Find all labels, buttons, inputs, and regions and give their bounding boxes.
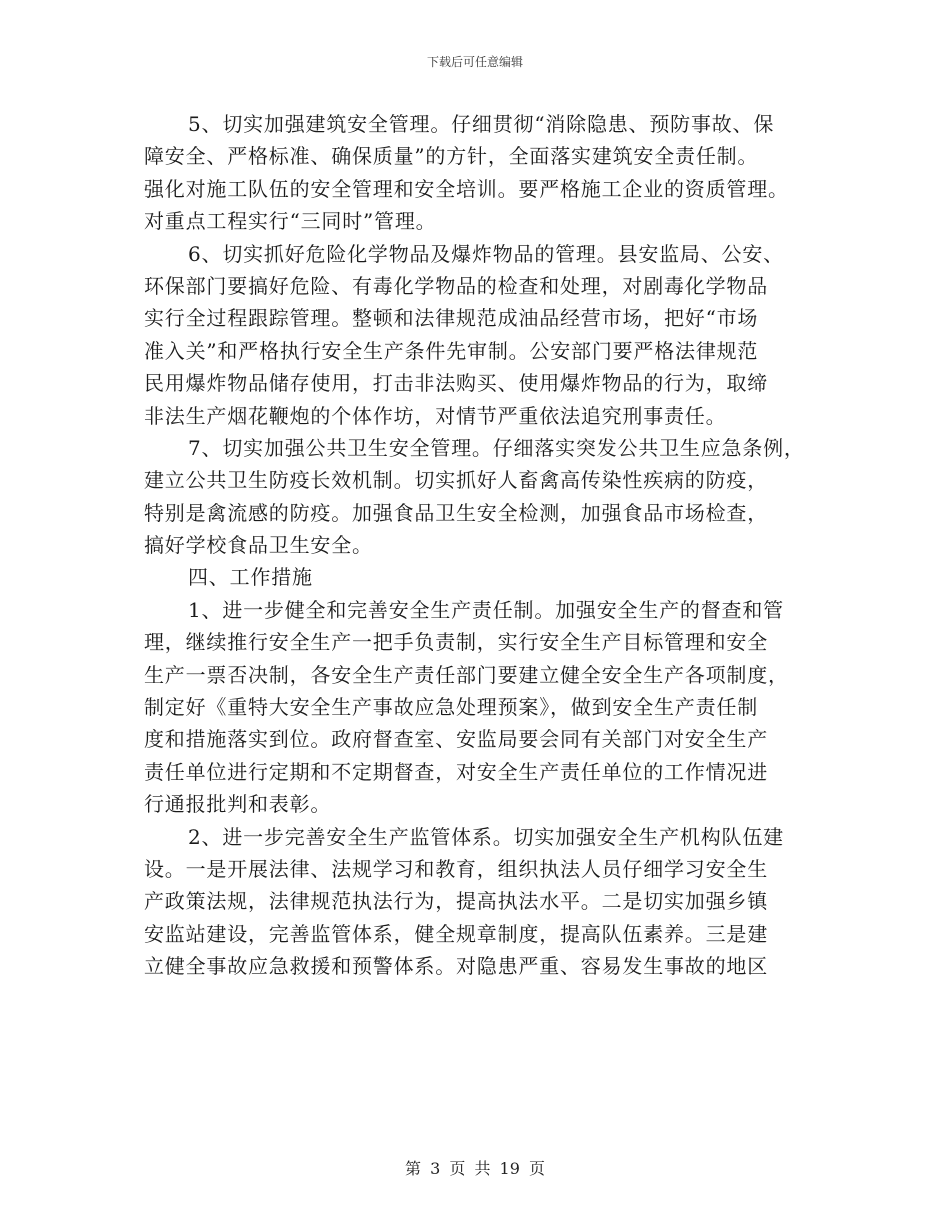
paragraph-line: 制定好《重特大安全生产事故应急处理预案》，做到安全生产责任制 [144, 695, 758, 720]
page-number-footer: 第 3 页 共 19 页 [405, 1159, 545, 1178]
paragraph-line: 责任单位进行定期和不定期督查，对安全生产责任单位的工作情况进 [144, 759, 768, 784]
paragraph-line: 理，继续推行安全生产一把手负责制，实行安全生产目标管理和安全 [144, 630, 768, 655]
section-heading: 四、工作措施 [188, 565, 313, 590]
paragraph-line: 2、进一步完善安全生产监管体系。切实加强安全生产机构队伍建 [188, 824, 784, 849]
paragraph-line: 障安全、严格标准、确保质量”的方针，全面落实建筑安全责任制。 [144, 144, 759, 169]
header-note: 下载后可任意编辑 [426, 55, 523, 69]
paragraph-line: 建立公共卫生防疫长效机制。切实抓好人畜禽高传染性疾病的防疫， [144, 468, 768, 493]
paragraph-line: 行通报批判和表彰。 [144, 792, 332, 817]
paragraph-line: 强化对施工队伍的安全管理和安全培训。要严格施工企业的资质管理。 [144, 176, 789, 201]
paragraph-line: 安监站建设，完善监管体系，健全规章制度，提高队伍素养。三是建 [144, 921, 768, 946]
paragraph-line: 产政策法规，法律规范执法行为，提高执法水平。二是切实加强乡镇 [144, 889, 768, 914]
body-text [144, 108, 824, 983]
paragraph-line: 民用爆炸物品储存使用，打击非法购买、使用爆炸物品的行为，取缔 [144, 371, 768, 396]
paragraph-line: 对重点工程实行“三同时”管理。 [144, 209, 437, 234]
paragraph-line: 准入关”和严格执行安全生产条件先审制。公安部门要严格法律规范 [144, 338, 759, 363]
paragraph-line: 度和措施落实到位。政府督查室、安监局要会同有关部门对安全生产 [144, 727, 768, 752]
paragraph-line: 6、切实抓好危险化学物品及爆炸物品的管理。县安监局、公安、 [188, 241, 784, 266]
paragraph-line: 设。一是开展法律、法规学习和教育，组织执法人员仔细学习安全生 [144, 856, 768, 881]
paragraph-line: 非法生产烟花鞭炮的个体作坊，对情节严重依法追究刑事责任。 [144, 403, 727, 428]
paragraph-line: 立健全事故应急救援和预警体系。对隐患严重、容易发生事故的地区 [144, 954, 768, 979]
paragraph-line: 搞好学校食品卫生安全。 [144, 533, 373, 558]
paragraph-line: 特别是禽流感的防疫。加强食品卫生安全检测，加强食品市场检查， [144, 500, 768, 525]
paragraph-line: 生产一票否决制，各安全生产责任部门要建立健全安全生产各项制度， [144, 662, 789, 687]
paragraph-line: 7、切实加强公共卫生安全管理。仔细落实突发公共卫生应急条例， [188, 435, 805, 460]
paragraph-line: 实行全过程跟踪管理。整顿和法律规范成油品经营市场，把好“市场 [144, 306, 759, 331]
paragraph-line: 5、切实加强建筑安全管理。仔细贯彻“消除隐患、预防事故、保 [188, 112, 775, 136]
paragraph-line: 环保部门要搞好危险、有毒化学物品的检查和处理，对剧毒化学物品 [144, 273, 768, 298]
paragraph-line: 1、进一步健全和完善安全生产责任制。加强安全生产的督查和管 [188, 597, 784, 622]
